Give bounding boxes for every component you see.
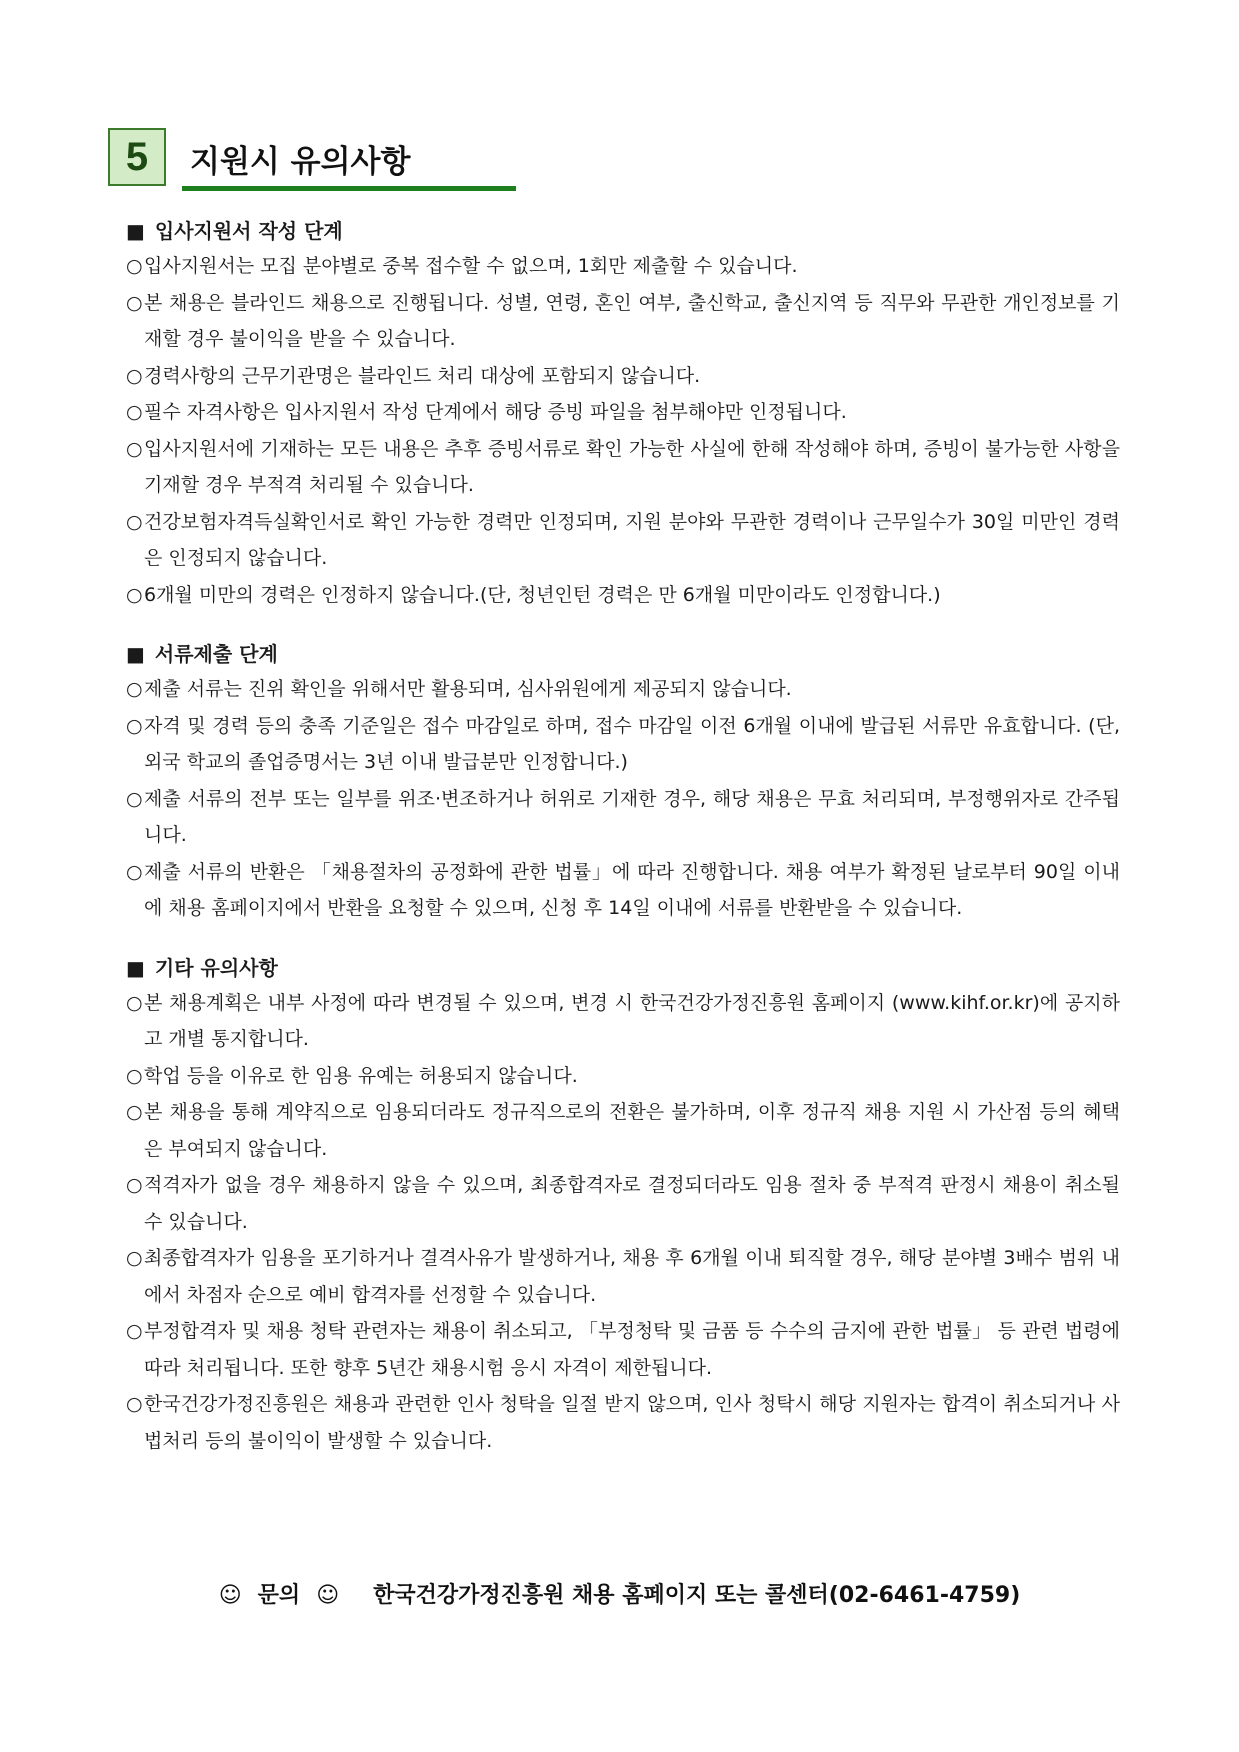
circle-bullet-icon: ○ <box>126 1174 143 1196</box>
list-item <box>126 671 1120 708</box>
list-item <box>126 1386 1120 1459</box>
circle-bullet-icon: ○ <box>126 1247 143 1269</box>
list-item-text: 제출 서류의 반환은 「채용절차의 공정화에 관한 법률」에 따라 진행합니다. 채용 여부가 확정된 날로부터 90일 이내에 채용 홈페이지에서 반환을 요청할 수 있으며, 신청 후 14일 이내에 서류를 반환받을 수 있습니다. <box>144 860 1120 919</box>
list-item <box>126 854 1120 927</box>
list-item-text: 경력사항의 근무기관명은 블라인드 처리 대상에 포함되지 않습니다. <box>144 364 701 387</box>
list-item <box>126 504 1120 577</box>
circle-bullet-icon: ○ <box>126 1320 143 1342</box>
list-item <box>126 1058 1120 1095</box>
notice-group-other <box>126 951 1120 1460</box>
list-item-text: 적격자가 없을 경우 채용하지 않을 수 있으며, 최종합격자로 결정되더라도 임용 절차 중 부적격 판정시 채용이 취소될 수 있습니다. <box>144 1174 1120 1233</box>
list-item-text: 입사지원서에 기재하는 모든 내용은 추후 증빙서류로 확인 가능한 사실에 한해 작성해야 하며, 증빙이 불가능한 사항을 기재할 경우 부적격 처리될 수 있습니다. <box>144 437 1120 496</box>
smiley-icon: ☺ <box>316 1583 340 1608</box>
list-item <box>126 394 1120 431</box>
list-item-text: 6개월 미만의 경력은 인정하지 않습니다.(단, 청년인턴 경력은 만 6개월 미만이라도 인정합니다.) <box>144 583 941 606</box>
list-item <box>126 358 1120 395</box>
section-header <box>108 128 516 194</box>
notice-group-documents <box>126 637 1120 927</box>
footer-label: 문의 <box>257 1583 301 1608</box>
notice-group-application <box>126 214 1120 613</box>
square-bullet-icon: ■ <box>126 955 145 980</box>
list-item-text: 입사지원서는 모집 분야별로 중복 접수할 수 없으며, 1회만 제출할 수 있습니다. <box>144 255 798 277</box>
list-item-text: 건강보험자격득실확인서로 확인 가능한 경력만 인정되며, 지원 분야와 무관한 경력이나 근무일수가 30일 미만인 경력은 인정되지 않습니다. <box>144 510 1120 569</box>
list-item <box>126 285 1120 358</box>
circle-bullet-icon: ○ <box>126 1393 143 1415</box>
circle-bullet-icon: ○ <box>126 401 143 423</box>
smiley-icon: ☺ <box>218 1583 242 1608</box>
list-item-text: 부정합격자 및 채용 청탁 관련자는 채용이 취소되고, 「부정청탁 및 금품 등 수수의 금지에 관한 법률」 등 관련 법령에 따라 처리됩니다. 또한 향후 5년간 채용시험 응시 자격이 제한됩니다. <box>144 1320 1120 1379</box>
list-item-text: 자격 및 경력 등의 충족 기준일은 접수 마감일로 하며, 접수 마감일 이전 6개월 이내에 발급된 서류만 유효합니다. (단, 외국 학교의 졸업증명서는 3년 이내 발급분만 인정합니다.) <box>144 714 1120 773</box>
group-heading-text: 입사지원서 작성 단계 <box>154 219 343 243</box>
square-bullet-icon: ■ <box>126 642 145 666</box>
list-item <box>126 781 1120 854</box>
list-item <box>126 985 1120 1058</box>
group-heading-text: 기타 유의사항 <box>154 955 278 980</box>
footer-contact-text: 한국건강가정진흥원 채용 홈페이지 또는 콜센터(02-6461-4759) <box>373 1583 1021 1608</box>
list-item <box>126 1313 1120 1386</box>
circle-bullet-icon: ○ <box>126 583 143 606</box>
list-item <box>126 1094 1120 1167</box>
section-number-badge: 5 <box>108 128 166 186</box>
list-item <box>126 248 1120 285</box>
group-heading <box>126 214 1120 248</box>
contact-footer <box>0 1578 1239 1609</box>
circle-bullet-icon: ○ <box>126 291 143 314</box>
circle-bullet-icon: ○ <box>126 364 143 387</box>
circle-bullet-icon: ○ <box>126 860 143 883</box>
list-item-text: 본 채용을 통해 계약직으로 임용되더라도 정규직으로의 전환은 불가하며, 이후 정규직 채용 지원 시 가산점 등의 혜택은 부여되지 않습니다. <box>144 1101 1120 1160</box>
list-item-text: 본 채용은 블라인드 채용으로 진행됩니다. 성별, 연령, 혼인 여부, 출신학교, 출신지역 등 직무와 무관한 개인정보를 기재할 경우 불이익을 받을 수 있습니다. <box>144 291 1120 350</box>
circle-bullet-icon: ○ <box>126 1064 143 1087</box>
list-item-text: 한국건강가정진흥원은 채용과 관련한 인사 청탁을 일절 받지 않으며, 인사 청탁시 해당 지원자는 합격이 취소되거나 사법처리 등의 불이익이 발생할 수 있습니다. <box>144 1393 1120 1452</box>
circle-bullet-icon: ○ <box>126 255 143 277</box>
section-title: 지원시 유의사항 <box>190 144 411 180</box>
circle-bullet-icon: ○ <box>126 510 143 533</box>
list-item-text: 제출 서류는 진위 확인을 위해서만 활용되며, 심사위원에게 제공되지 않습니다. <box>144 678 792 700</box>
list-item-text: 본 채용계획은 내부 사정에 따라 변경될 수 있으며, 변경 시 한국건강가정진흥원 홈페이지 (www.kihf.or.kr)에 공지하고 개별 통지합니다. <box>144 991 1120 1050</box>
group-heading <box>126 637 1120 671</box>
circle-bullet-icon: ○ <box>126 991 143 1014</box>
list-item <box>126 1167 1120 1240</box>
list-item-text: 학업 등을 이유로 한 임용 유예는 허용되지 않습니다. <box>144 1064 578 1087</box>
group-heading <box>126 951 1120 985</box>
list-item-text: 최종합격자가 임용을 포기하거나 결격사유가 발생하거나, 채용 후 6개월 이내 퇴직할 경우, 해당 분야별 3배수 범위 내에서 차점자 순으로 예비 합격자를 선정할 수 있습니다. <box>144 1247 1120 1306</box>
list-item-text: 제출 서류의 전부 또는 일부를 위조·변조하거나 허위로 기재한 경우, 해당 채용은 무효 처리되며, 부정행위자로 간주됩니다. <box>144 787 1120 846</box>
circle-bullet-icon: ○ <box>126 1101 143 1123</box>
list-item <box>126 708 1120 781</box>
circle-bullet-icon: ○ <box>126 678 143 700</box>
group-heading-text: 서류제출 단계 <box>154 642 278 666</box>
notice-content <box>126 214 1120 1459</box>
list-item <box>126 1240 1120 1313</box>
circle-bullet-icon: ○ <box>126 787 143 810</box>
circle-bullet-icon: ○ <box>126 437 143 460</box>
circle-bullet-icon: ○ <box>126 714 143 737</box>
list-item-text: 필수 자격사항은 입사지원서 작성 단계에서 해당 증빙 파일을 첨부해야만 인정됩니다. <box>144 401 847 423</box>
list-item <box>126 431 1120 504</box>
title-underline <box>182 186 516 191</box>
list-item <box>126 577 1120 614</box>
square-bullet-icon: ■ <box>126 219 145 243</box>
